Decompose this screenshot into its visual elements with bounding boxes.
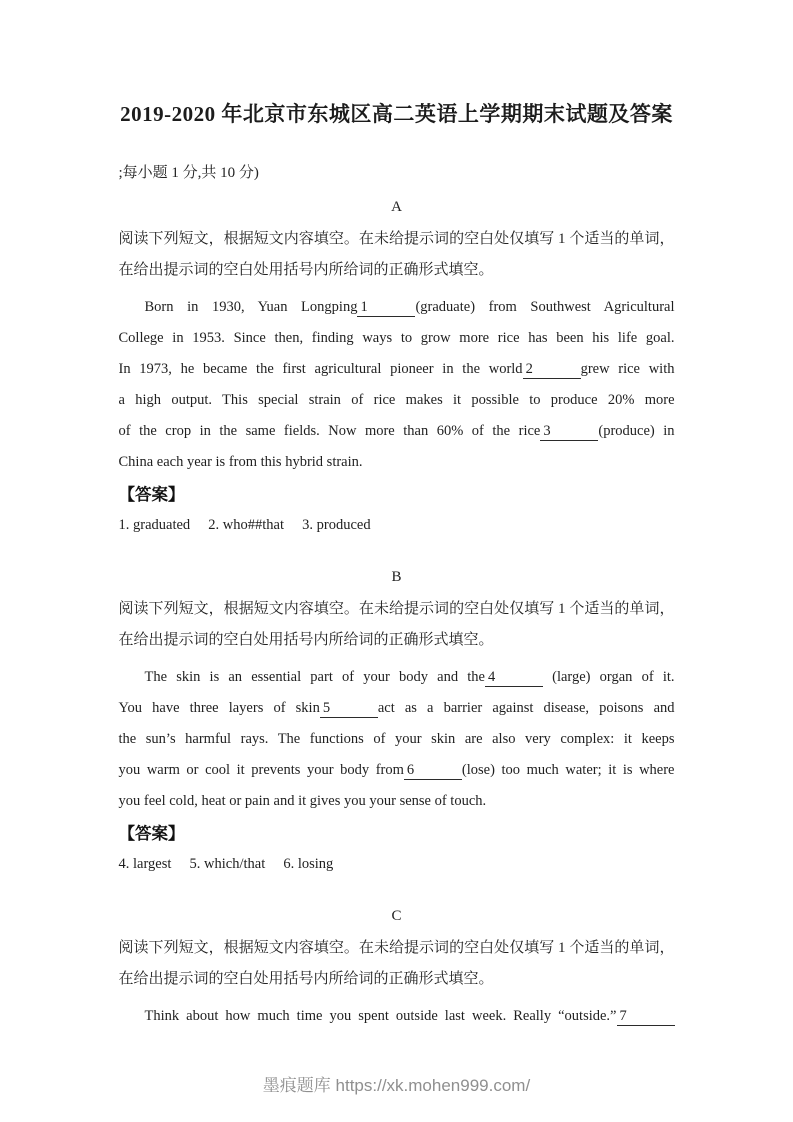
passage-line: a high output. This special strain of rice makes it possible to produce 20% more	[118, 392, 675, 408]
section-heading: C	[391, 908, 402, 924]
passage-line: China each year is from this hybrid strain.	[118, 454, 363, 470]
section-a	[119, 197, 675, 541]
score-note: ;每小题 1 分,共 10 分)	[118, 165, 259, 181]
section-heading: B	[391, 569, 402, 585]
blank-2: 2	[523, 361, 581, 379]
passage-line: Think about how much time you spent outside last week. Really “outside.” 7	[119, 1001, 675, 1032]
answer-line: 4. largest 5. which/that 6. losing	[118, 856, 334, 872]
blank-5: 5	[320, 700, 378, 718]
passage	[119, 662, 675, 817]
passage-line: The skin is an essential part of your body and the 4 (large) organ of it.	[144, 669, 675, 685]
section-instruction: 阅读下列短文，根据短文内容填空。在未给提示词的空白处仅填写 1 个适当的单词，在给出提示词的空白处用括号内所给词的正确形式填空。	[118, 940, 675, 987]
section-b	[119, 567, 675, 880]
passage-line: You have three layers of skin 5 act as a barrier against disease, poisons and	[118, 700, 675, 716]
blank-3: 3	[540, 423, 598, 441]
passage-line: In 1973, he became the first agricultural pioneer in the world 2 grew rice with	[118, 361, 675, 377]
section-heading: A	[391, 199, 402, 215]
passage-line: Born in 1930, Yuan Longping 1 (graduate) from Southwest Agricultural	[144, 299, 675, 315]
answer-label: 【答案】	[118, 485, 185, 504]
blank-7: 7	[617, 1008, 675, 1026]
answer-label: 【答案】	[118, 824, 185, 843]
section-instruction: 阅读下列短文，根据短文内容填空。在未给提示词的空白处仅填写 1 个适当的单词，在给出提示词的空白处用括号内所给词的正确形式填空。	[118, 231, 675, 278]
passage-line: the sun’s harmful rays. The functions of your skin are also very complex: it keeps	[118, 731, 675, 747]
footer-watermark-text: 墨痕题库 https://xk.mohen999.com/	[262, 1076, 531, 1095]
passage	[119, 292, 675, 478]
passage-line: College in 1953. Since then, finding ways to grow more rice has been his life goal.	[118, 330, 675, 346]
answer-line: 1. graduated 2. who##that 3. produced	[118, 517, 371, 533]
passage	[119, 1001, 675, 1032]
page-title: 2019-2020 年北京市东城区高二英语上学期期末试题及答案	[120, 102, 673, 126]
passage-line: you warm or cool it prevents your body from 6 (lose) too much water; it is where	[118, 762, 675, 778]
blank-1: 1	[357, 299, 415, 317]
blank-6: 6	[404, 762, 462, 780]
section-instruction: 阅读下列短文，根据短文内容填空。在未给提示词的空白处仅填写 1 个适当的单词，在给出提示词的空白处用括号内所给词的正确形式填空。	[118, 601, 675, 648]
sections-container	[119, 197, 675, 1032]
section-c	[119, 906, 675, 1032]
passage-line: you feel cold, heat or pain and it gives you your sense of touch.	[118, 793, 487, 809]
footer	[0, 1071, 793, 1096]
document-content	[119, 100, 675, 1032]
passage-line: of the crop in the same fields. Now more than 60% of the rice 3 (produce) in	[118, 423, 675, 439]
blank-4: 4	[485, 669, 543, 687]
